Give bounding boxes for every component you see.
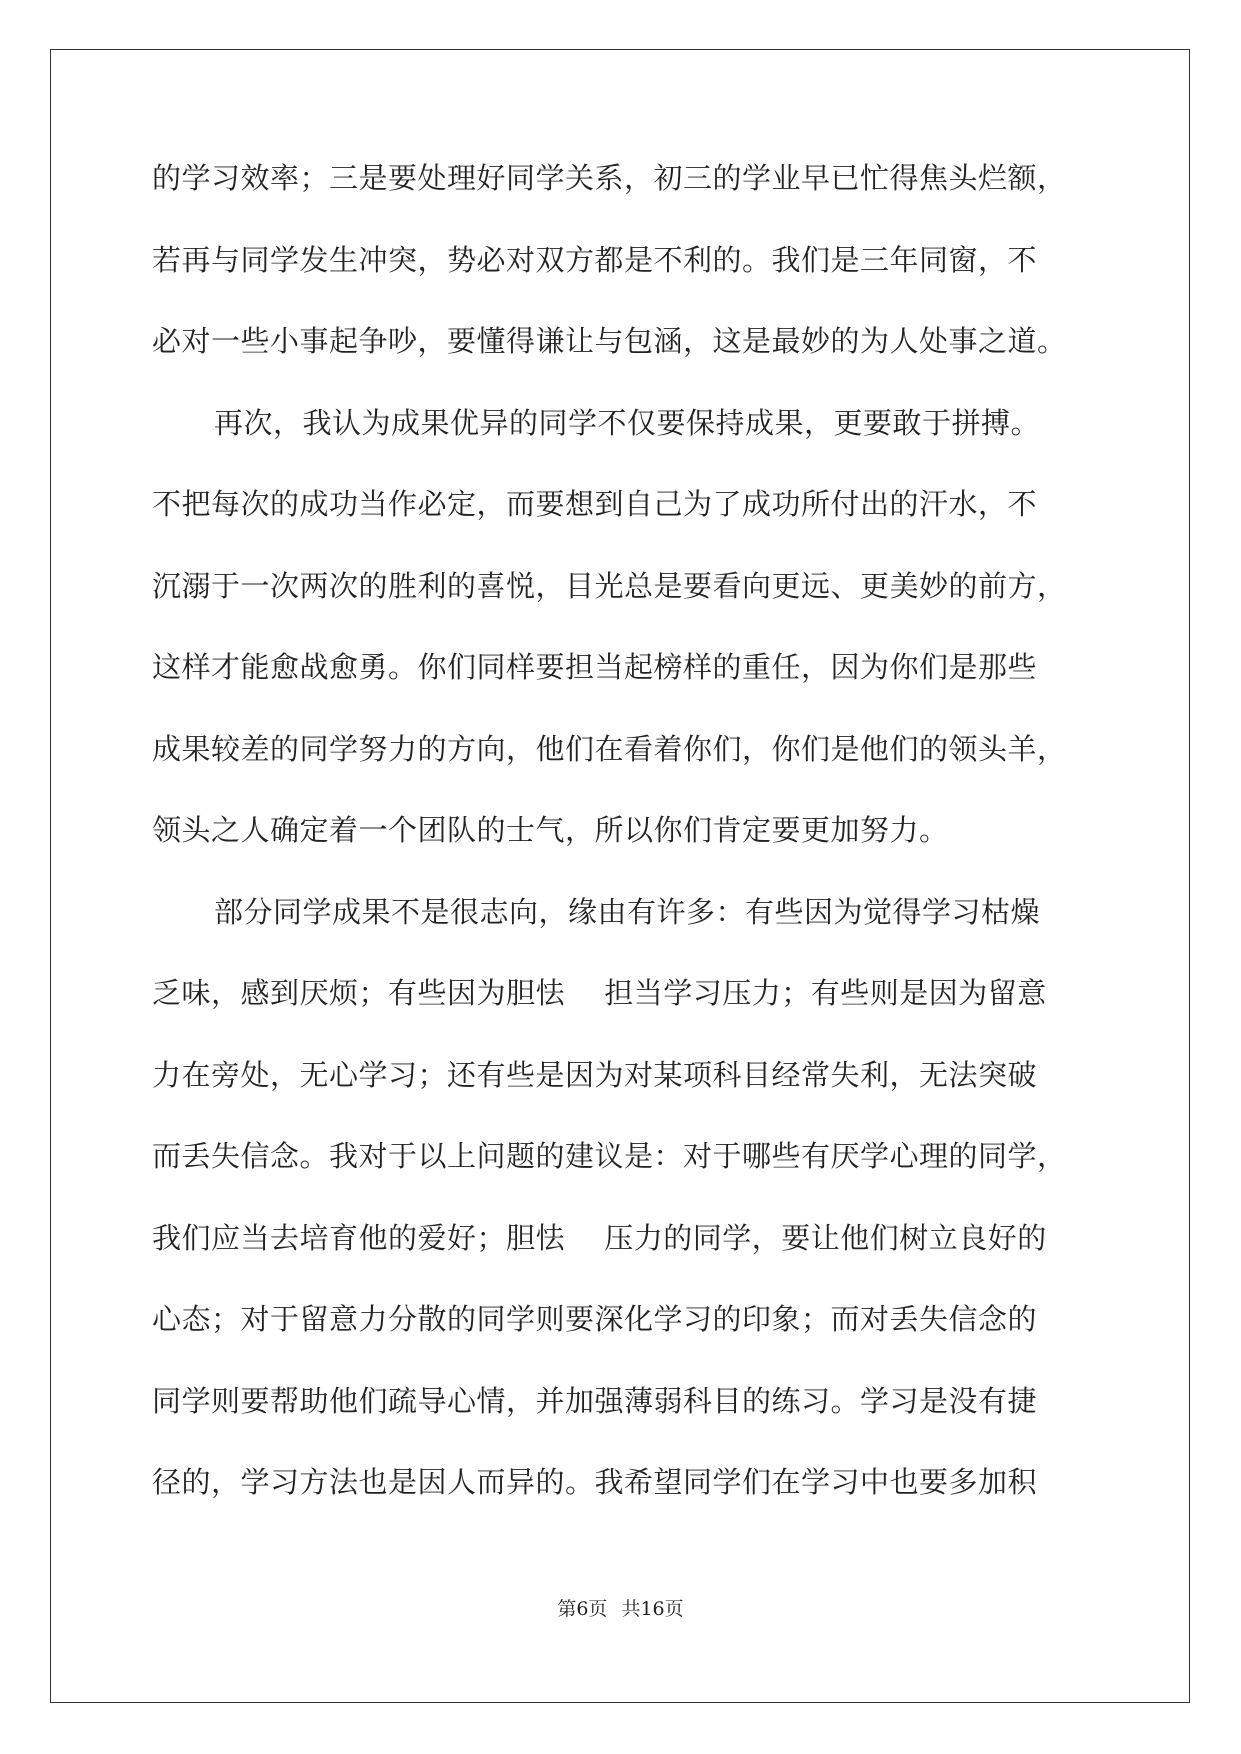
document-body — [152, 158, 1092, 1544]
page-total: 共16页 — [621, 1598, 684, 1620]
paragraph-start-line: 再次，我认为成果优异的同学不仅要保持成果，更要敢于拼搏。 — [214, 405, 1041, 440]
page-number: 第6页 — [557, 1598, 608, 1620]
text-line: 这样才能愈战愈勇。你们同样要担当起榜样的重任，因为你们是那些 — [152, 650, 1038, 684]
page-footer — [0, 1594, 1241, 1621]
text-line: 若再与同学发生冲突，势必对双方都是不利的。我们是三年同窗，不 — [152, 242, 1038, 277]
text-line: 必对一些小事起争吵，要懂得谦让与包涵，这是最妙的为人处事之道。 — [152, 324, 1067, 358]
text-line: 我们应当去培育他的爱好；胆怯 压力的同学，要让他们树立良好的 — [152, 1220, 1047, 1255]
text-line: 沉溺于一次两次的胜利的喜悦，目光总是要看向更远、更美妙的前方， — [152, 568, 1067, 603]
text-line: 同学则要帮助他们疏导心情，并加强薄弱科目的练习。学习是没有捷 — [152, 1383, 1038, 1418]
text-line: 径的，学习方法也是因人而异的。我希望同学们在学习中也要多加积 — [152, 1465, 1038, 1499]
paragraph-start-line: 部分同学成果不是很志向，缘由有许多：有些因为觉得学习枯燥 — [214, 894, 1041, 929]
text-line: 领头之人确定着一个团队的士气，所以你们肯定要更加努力。 — [152, 813, 949, 847]
text-line: 成果较差的同学努力的方向，他们在看着你们，你们是他们的领头羊， — [152, 731, 1067, 766]
text-line: 心态；对于留意力分散的同学则要深化学习的印象；而对丢失信念的 — [152, 1302, 1038, 1336]
text-line: 乏味，感到厌烦；有些因为胆怯 担当学习压力；有些则是因为留意 — [152, 976, 1047, 1010]
text-line: 力在旁处，无心学习；还有些是因为对某项科目经常失利，无法突破 — [152, 1057, 1038, 1092]
text-line: 而丢失信念。我对于以上问题的建议是：对于哪些有厌学心理的同学， — [152, 1139, 1067, 1173]
text-line: 的学习效率；三是要处理好同学关系，初三的学业早已忙得焦头烂额， — [152, 161, 1067, 195]
text-line: 不把每次的成功当作必定，而要想到自己为了成功所付出的汗水，不 — [152, 487, 1038, 521]
